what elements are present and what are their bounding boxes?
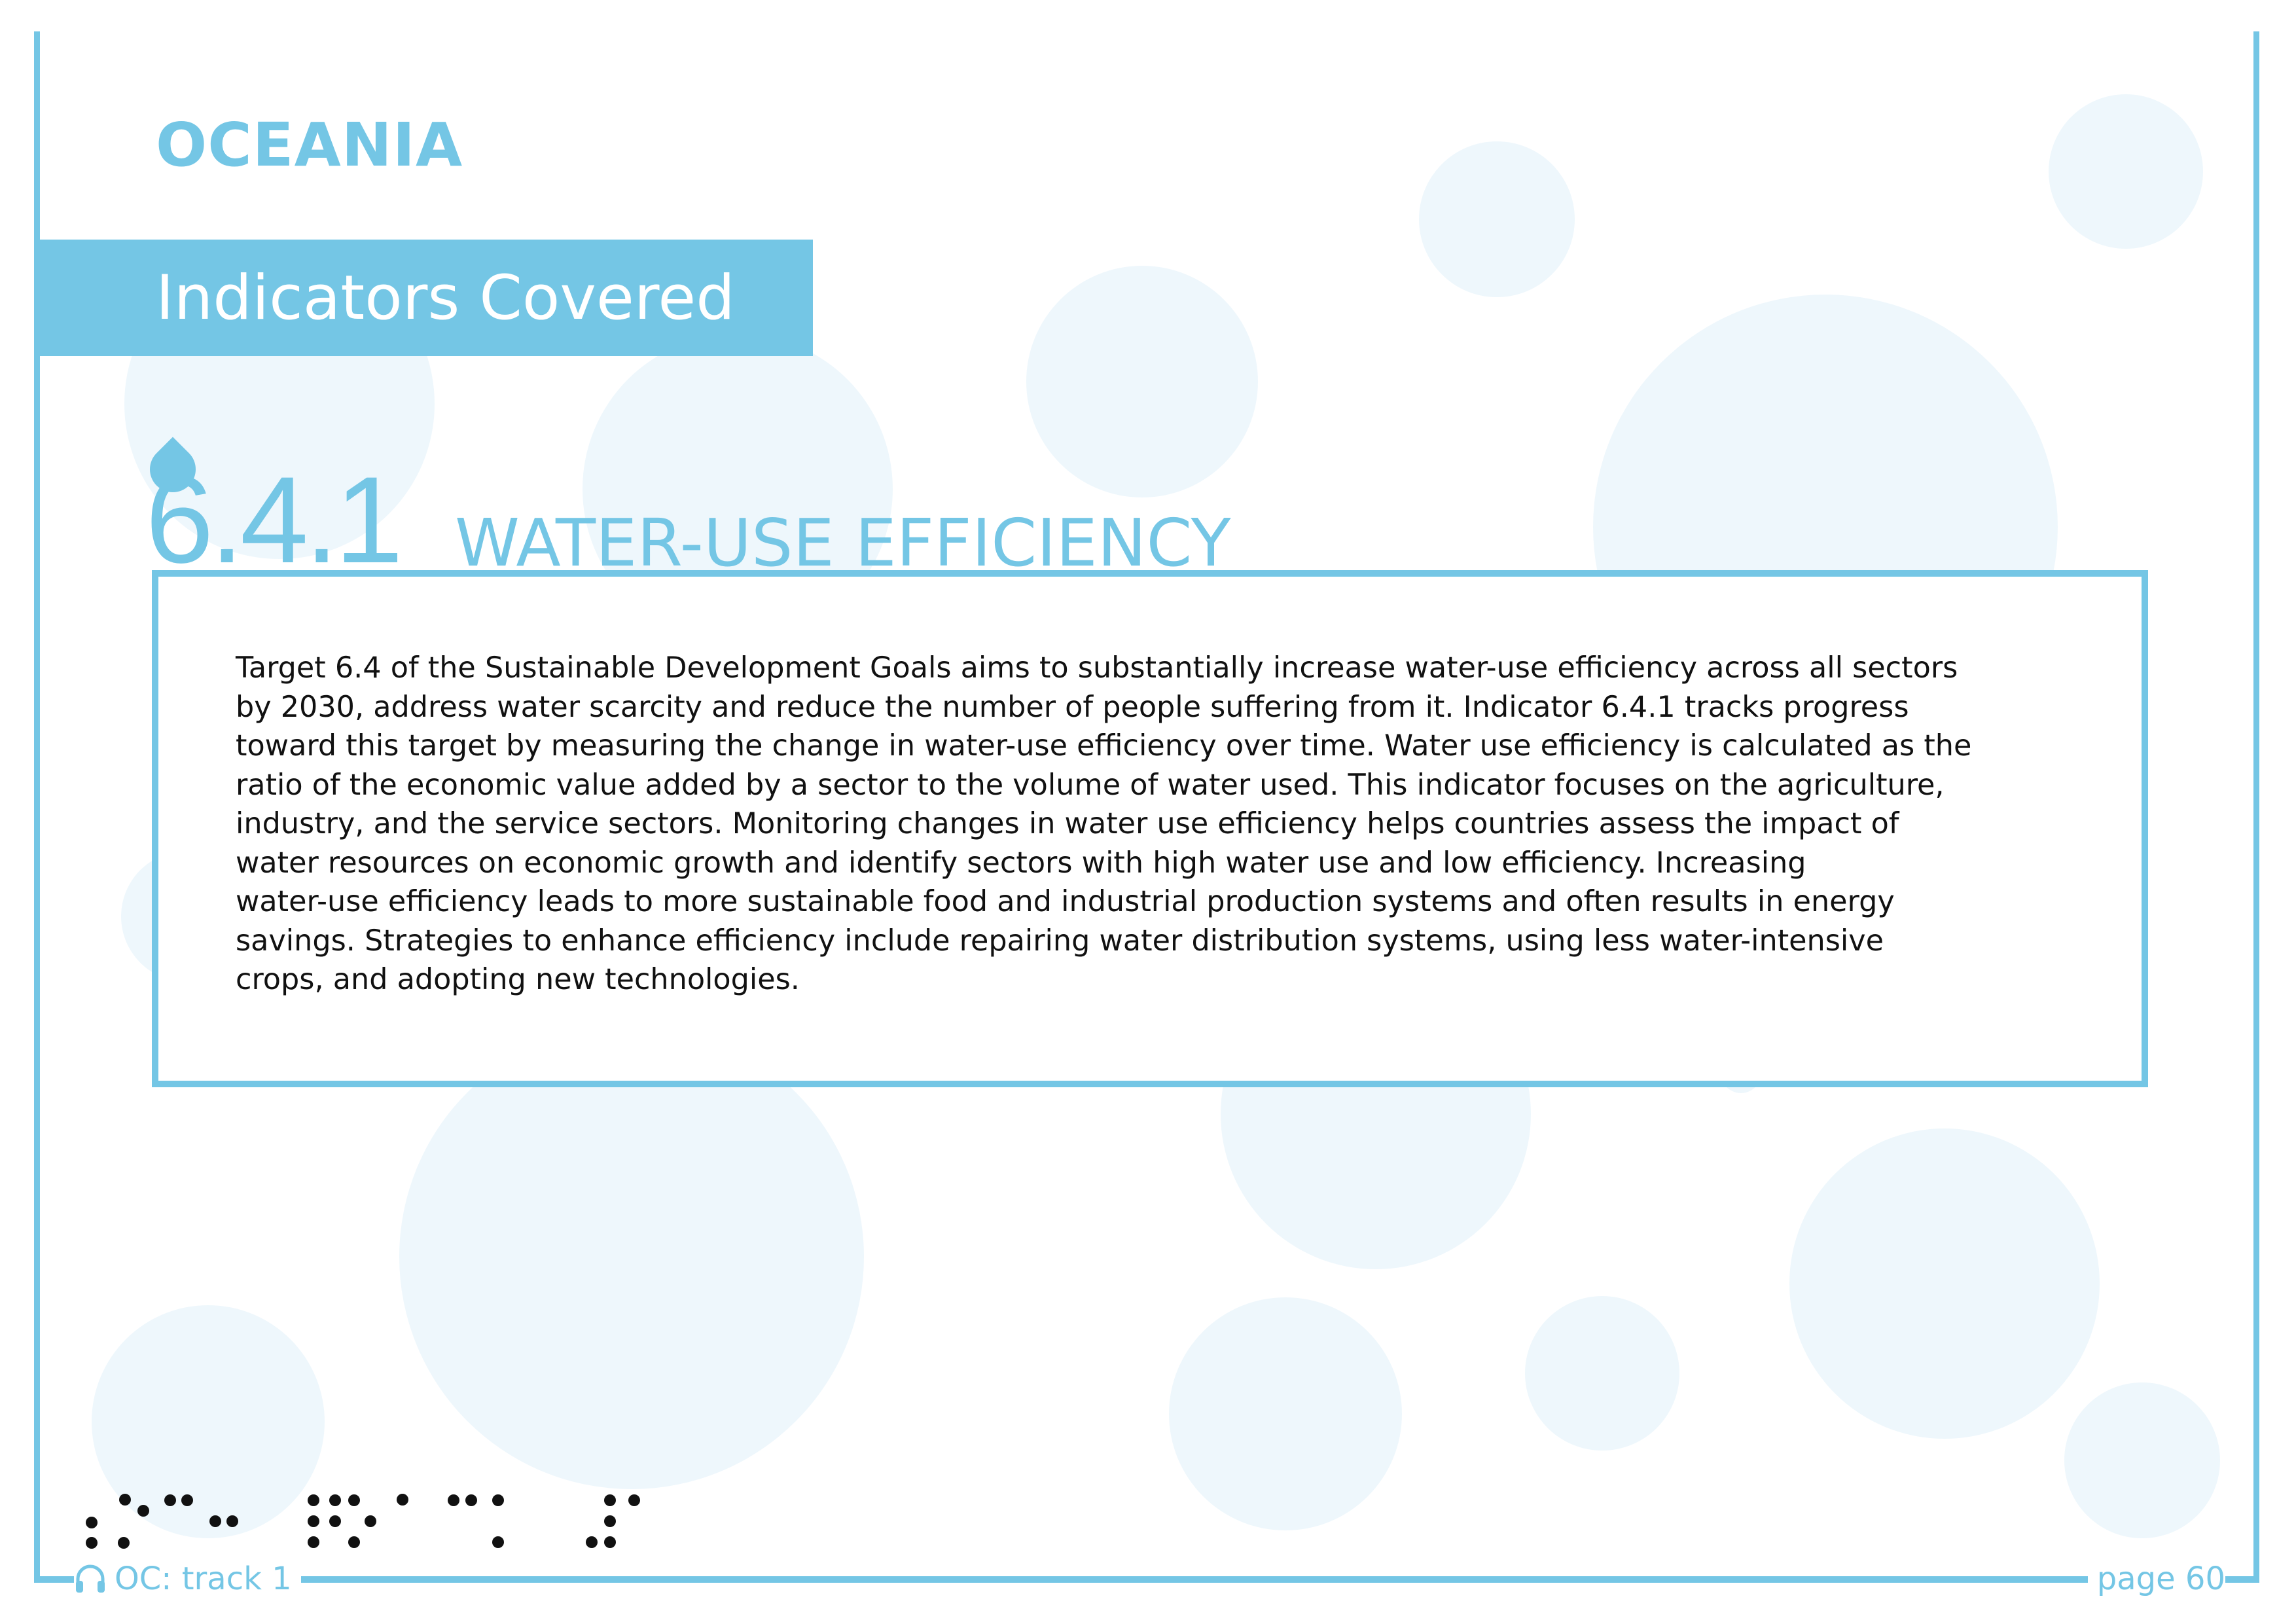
page-number-label: page 60 [2096, 1561, 2225, 1597]
audio-track-label: OC: track 1 [115, 1561, 292, 1597]
decorative-bubble [1026, 266, 1258, 497]
decorative-bubble [1525, 1296, 1679, 1451]
decorative-bubble [1169, 1297, 1402, 1530]
indicator-description: Target 6.4 of the Sustainable Development Goals aims to substantially increase water-use efficiency across all sectors by 2030, address water scarcity and reduce the number of people suffering from it. Indicator 6.4.1 tracks progress toward this target by measuring the change in water-use efficiency over time. Water use efficiency is calculated as the ratio of the economic value added by a sector to the volume of water used. This indicator focuses on the agriculture, industry, and the service sectors. Monitoring changes in water use efficiency helps countries assess the impact of water resources on economic growth and identify sectors with high water use and low efficiency. Increasing water-use efficiency leads to more sustainable food and industrial production systems and often results in energy savings. Strategies to enhance efficiency include repairing water distribution systems, using less water-intensive crops, and adopting new technologies. [236, 651, 1972, 996]
decorative-bubble [2064, 1382, 2220, 1538]
decorative-bubble [399, 1024, 864, 1489]
decorative-bubble [1789, 1128, 2100, 1439]
region-title: OCEANIA [156, 110, 463, 180]
frame-bottom-border [34, 1576, 2259, 1583]
audio-track-link[interactable] [74, 1559, 301, 1598]
decorative-bubble [2049, 94, 2203, 249]
section-banner-label: Indicators Covered [156, 262, 735, 334]
frame-right-border [2253, 31, 2259, 1583]
section-banner [39, 240, 813, 356]
decorative-bubble [1419, 141, 1575, 297]
page-number [2088, 1559, 2225, 1598]
indicator-title: WATER-USE EFFICIENCY [455, 507, 1231, 570]
indicator-number: 6.4.1 [145, 458, 400, 569]
headphones-icon [74, 1563, 107, 1595]
indicator-description-box [152, 570, 2148, 1087]
